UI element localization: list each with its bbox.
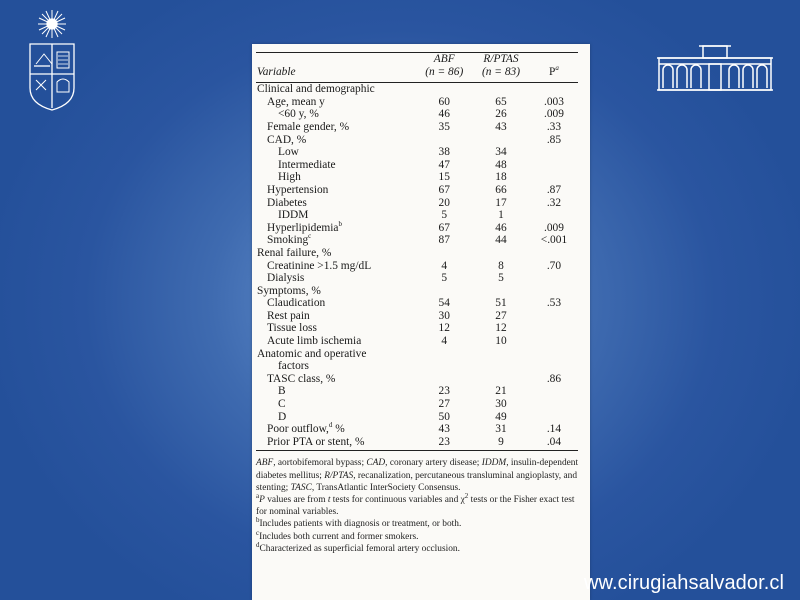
patient-characteristics-table	[256, 52, 578, 451]
cell-rptas	[472, 360, 530, 373]
row-label	[256, 247, 416, 260]
row-label	[256, 411, 416, 424]
row-label-text: Dialysis	[267, 272, 305, 285]
abbreviation-definition: , insulin-dependent diabetes mellitus;	[256, 458, 579, 481]
cell-abf	[416, 360, 472, 373]
cell-p-value	[530, 272, 578, 285]
footnote-d	[256, 540, 584, 555]
row-label-footnote-mark: d	[328, 421, 333, 430]
table-row	[256, 222, 578, 235]
footnote-c	[256, 528, 584, 543]
footnote-b-text: Includes patients with diagnosis or treatment, or both.	[259, 519, 462, 530]
row-label-text: Anatomic and operative	[257, 347, 367, 360]
header-abf	[416, 53, 472, 83]
cell-p-value: .85	[546, 133, 562, 146]
cell-p-value	[530, 398, 578, 411]
row-label-text: Low	[278, 146, 299, 159]
table-row	[256, 247, 578, 260]
cell-p-value	[530, 209, 578, 222]
table-row	[256, 272, 578, 285]
row-label	[256, 335, 416, 348]
row-label-text: CAD, %	[267, 133, 307, 146]
row-label-text: Hyperlipidemia	[267, 221, 339, 234]
row-label	[256, 285, 416, 298]
footnote-abbreviations	[256, 457, 584, 494]
table-row	[256, 134, 578, 147]
footnote-a-lead: P	[259, 495, 265, 506]
cell-p-value	[530, 159, 578, 172]
header-p-sup: a	[555, 63, 559, 72]
cell-rptas	[472, 134, 530, 147]
cell-abf: 46	[438, 108, 450, 121]
row-label	[256, 134, 416, 147]
row-label	[256, 108, 416, 121]
row-label	[256, 219, 416, 235]
table-row	[256, 398, 578, 411]
table-row	[256, 373, 578, 386]
cell-p-value	[530, 146, 578, 159]
table-row	[256, 159, 578, 172]
table-row	[256, 310, 578, 323]
cell-p-value: <.001	[540, 234, 568, 247]
table-row	[256, 385, 578, 398]
footnote-c-mark: c	[256, 528, 260, 537]
cell-rptas	[472, 247, 530, 260]
row-label-text: Diabetes	[267, 196, 307, 209]
cell-p-value	[530, 247, 578, 260]
cell-rptas: 46	[495, 221, 507, 234]
row-label-text: High	[278, 171, 301, 184]
table-row	[256, 197, 578, 210]
table-row	[256, 260, 578, 273]
cell-p-value	[530, 83, 578, 96]
cell-abf: 5	[441, 209, 448, 222]
cell-rptas: 1	[498, 209, 504, 222]
cell-rptas: 21	[495, 385, 507, 398]
cell-rptas: 65	[495, 95, 507, 108]
cell-p-value: .33	[546, 120, 562, 133]
row-label-text: factors	[278, 360, 309, 373]
row-label	[256, 423, 416, 436]
table-row	[256, 411, 578, 424]
cell-p-value	[530, 360, 578, 373]
row-label-text: C	[278, 398, 286, 411]
row-label	[256, 96, 416, 109]
row-label-text: Smoking	[267, 234, 309, 247]
cell-rptas: 30	[495, 398, 507, 411]
footnote-c-text: Includes both current and former smokers.	[259, 531, 419, 542]
cell-rptas	[472, 373, 530, 386]
table-row	[256, 121, 578, 134]
cell-abf: 20	[438, 196, 450, 209]
cell-p-value: .70	[546, 259, 562, 272]
row-label	[256, 310, 416, 323]
cell-p-value: .003	[543, 95, 564, 108]
footnotes	[256, 457, 584, 555]
cell-abf	[416, 247, 472, 260]
table-body	[256, 83, 578, 451]
cell-rptas: 66	[495, 183, 507, 196]
cell-abf: 60	[438, 95, 450, 108]
row-label-text: IDDM	[278, 209, 309, 222]
row-label-text: Renal failure, %	[257, 246, 332, 259]
cell-rptas: 10	[495, 335, 507, 348]
header-variable: Variable	[257, 65, 296, 78]
row-label	[256, 322, 416, 335]
row-label	[256, 348, 416, 361]
cell-abf	[416, 285, 472, 298]
cell-abf: 67	[438, 221, 450, 234]
table-row	[256, 96, 578, 109]
row-label-footnote-mark: b	[338, 219, 342, 228]
table-row	[256, 322, 578, 335]
cell-abf	[416, 348, 472, 361]
row-label	[256, 159, 416, 172]
cell-rptas: 44	[495, 234, 507, 247]
row-label-text: Claudication	[267, 297, 326, 310]
abbreviation-definition: , recanalization, percutaneous transluminal angioplasty, and stenting;	[256, 470, 578, 493]
cell-abf: 54	[438, 297, 450, 310]
table-image	[252, 44, 590, 600]
cell-rptas: 31	[495, 423, 507, 436]
cell-rptas: 8	[498, 259, 504, 272]
row-label	[256, 121, 416, 134]
cell-abf: 43	[438, 423, 450, 436]
row-label-suffix: %	[332, 423, 345, 436]
cell-abf: 23	[438, 385, 450, 398]
table-row	[256, 146, 578, 159]
cell-p-value	[530, 411, 578, 424]
cell-rptas: 12	[495, 322, 507, 335]
cell-abf: 30	[438, 309, 450, 322]
row-label	[256, 398, 416, 411]
table-header-row	[256, 53, 578, 83]
cell-p-value	[530, 322, 578, 335]
cell-abf: 38	[438, 146, 450, 159]
cell-rptas: 9	[472, 436, 530, 451]
header-rptas-label: R/PTAS	[483, 53, 519, 65]
row-label-text: Symptoms, %	[257, 284, 321, 297]
cell-p-value	[530, 310, 578, 323]
cell-abf: 4	[441, 335, 448, 348]
row-label	[256, 297, 416, 310]
cell-abf: 87	[438, 234, 450, 247]
row-label	[256, 234, 416, 247]
table-row	[256, 184, 578, 197]
abbreviation-term: CAD	[366, 458, 386, 469]
table-row	[256, 335, 578, 348]
row-label-footnote-mark: c	[308, 232, 312, 241]
cell-abf: 4	[441, 259, 448, 272]
table-row	[256, 209, 578, 222]
header-abf-label: ABF	[433, 53, 455, 65]
cell-rptas	[472, 348, 530, 361]
cell-abf: 23	[416, 436, 472, 451]
cell-abf: 5	[441, 272, 448, 285]
footnote-a-t: t	[327, 495, 331, 506]
row-label	[256, 209, 416, 222]
row-label-text: Female gender, %	[267, 120, 350, 133]
cell-rptas: 17	[495, 196, 507, 209]
cell-p-value	[530, 335, 578, 348]
cell-p-value: .32	[546, 196, 562, 209]
row-label-text: Acute limb ischemia	[267, 335, 362, 348]
table-row	[256, 108, 578, 121]
abbreviation-definition: , aortobifemoral bypass;	[273, 458, 367, 469]
cell-rptas: 48	[495, 158, 507, 171]
cell-rptas: 26	[495, 108, 507, 121]
hospital-building-icon	[655, 42, 775, 92]
header-p	[530, 53, 578, 83]
cell-p-value: .53	[546, 297, 562, 310]
cell-rptas: 43	[495, 120, 507, 133]
cell-abf: 27	[438, 398, 450, 411]
row-label-text: B	[278, 385, 286, 398]
table-row	[256, 360, 578, 373]
cell-p-value: .86	[546, 372, 562, 385]
row-label	[256, 360, 416, 373]
row-label	[256, 260, 416, 273]
cell-rptas: 5	[498, 272, 504, 285]
row-label-text: Creatinine >1.5 mg/dL	[267, 259, 372, 272]
row-label-text: Poor outflow,	[267, 423, 329, 436]
row-label-text: TASC class, %	[267, 372, 336, 385]
cell-rptas: 18	[495, 171, 507, 184]
header-rptas	[472, 53, 530, 83]
row-label	[256, 83, 416, 96]
footnote-a-text-1: values are from	[264, 495, 328, 506]
row-label	[256, 146, 416, 159]
cell-p-value	[530, 348, 578, 361]
header-p-label: P	[549, 65, 556, 78]
footnote-a-mark: a	[256, 491, 260, 500]
row-label-text: D	[278, 410, 287, 423]
cell-abf: 35	[438, 120, 450, 133]
abbreviation-term: R/PTAS	[324, 470, 354, 481]
abbreviation-definition: , coronary artery disease;	[385, 458, 482, 469]
abbreviation-definition: , TransAtlantic InterSociety Consensus.	[311, 482, 461, 493]
row-label-text: Tissue loss	[267, 322, 317, 335]
row-label	[256, 272, 416, 285]
cell-p-value	[530, 385, 578, 398]
row-label-text: Hypertension	[267, 183, 329, 196]
abbreviation-term: IDDM	[481, 458, 507, 469]
row-label-text: Intermediate	[278, 158, 336, 171]
table-row	[256, 234, 578, 247]
header-rptas-n: (n = 83)	[481, 65, 521, 78]
cell-p-value	[530, 171, 578, 184]
header-abf-n: (n = 86)	[425, 65, 464, 78]
cell-p-value	[530, 285, 578, 298]
row-label-text: Age, mean y	[267, 95, 325, 108]
cell-abf	[416, 83, 472, 96]
footnote-d-text: Characterized as superficial femoral artery occlusion.	[259, 543, 460, 554]
table-row	[256, 423, 578, 436]
cell-p-value: .009	[543, 108, 564, 121]
footnote-a	[256, 491, 584, 518]
footnote-a-text-2: tests for continuous variables and χ	[330, 495, 465, 506]
abbreviation-term: ABF	[256, 458, 274, 469]
footnote-b-mark: b	[256, 516, 260, 525]
row-label	[256, 184, 416, 197]
row-label-text: Rest pain	[267, 309, 310, 322]
table-row	[256, 436, 578, 451]
cell-rptas	[472, 285, 530, 298]
cell-abf	[416, 134, 472, 147]
row-label	[256, 373, 416, 386]
table-row	[256, 83, 578, 96]
cell-abf: 12	[438, 322, 450, 335]
table-row	[256, 171, 578, 184]
cell-abf	[416, 373, 472, 386]
cell-p-value: .009	[543, 221, 564, 234]
row-label	[256, 197, 416, 210]
cell-abf: 15	[438, 171, 450, 184]
cell-rptas: 49	[495, 410, 507, 423]
row-label-text: <60 y, %	[278, 108, 319, 121]
cell-p-value: .04	[530, 436, 578, 451]
row-label-text: Prior PTA or stent, %	[267, 435, 365, 448]
row-label	[256, 436, 416, 451]
footnote-b	[256, 518, 584, 530]
table-row	[256, 348, 578, 361]
cell-p-value: .14	[546, 423, 562, 436]
cell-rptas: 51	[495, 297, 507, 310]
university-crest-icon	[24, 8, 80, 112]
cell-abf: 50	[438, 410, 450, 423]
cell-p-value: .87	[546, 183, 562, 196]
table-row	[256, 297, 578, 310]
cell-abf: 67	[438, 183, 450, 196]
abbreviation-term: TASC	[290, 482, 312, 493]
table-row	[256, 285, 578, 298]
cell-rptas: 27	[495, 309, 507, 322]
footnote-a-text-3: tests or the Fisher exact test for nominal variables.	[256, 495, 575, 518]
cell-rptas: 34	[495, 146, 507, 159]
cell-rptas	[472, 83, 530, 96]
website-url-watermark: ww.cirugiahsalvador.cl	[584, 572, 785, 594]
row-label-text: Clinical and demographic	[257, 83, 375, 96]
footnote-d-mark: d	[256, 540, 260, 549]
row-label	[256, 385, 416, 398]
cell-abf: 47	[438, 158, 450, 171]
row-label	[256, 171, 416, 184]
footnote-a-sup: 2	[464, 491, 469, 500]
